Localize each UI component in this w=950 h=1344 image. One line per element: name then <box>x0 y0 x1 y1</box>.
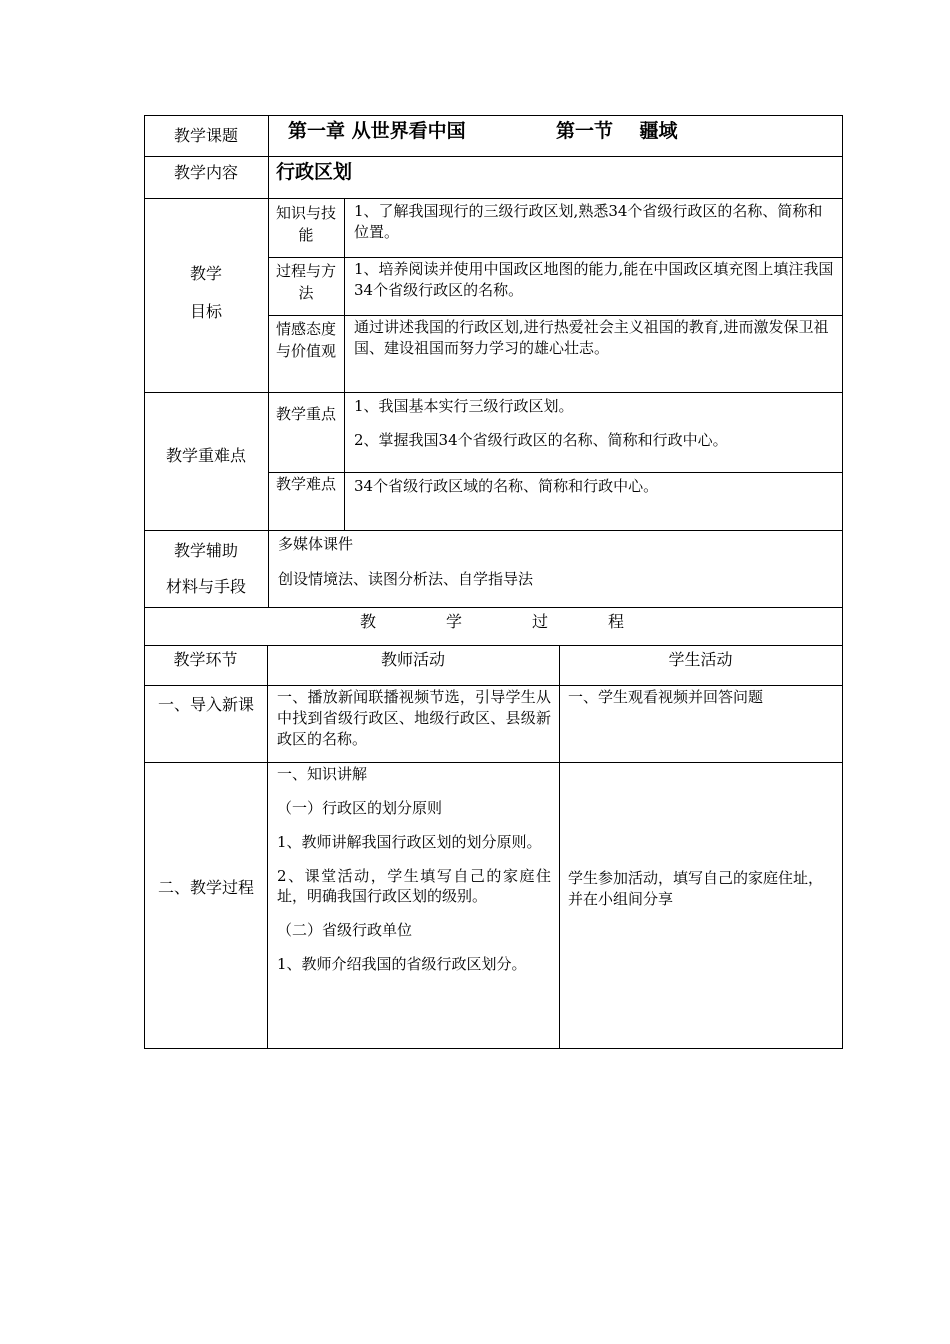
table-border-right <box>842 115 843 1049</box>
teacher-activity-item: （一）行政区的划分原则 <box>277 799 443 817</box>
objective-category: 过程与方法 <box>276 262 337 302</box>
aids-content <box>278 533 818 605</box>
stage-cell: 二、教学过程 <box>157 878 254 897</box>
difficulty-text: 34个省级行政区域的名称、简称和行政中心。 <box>354 477 659 495</box>
process-title-char: 过 <box>532 612 549 631</box>
aids-line: 创设情境法、读图分析法、自学指导法 <box>278 570 534 588</box>
student-activity: 一、学生观看视频并回答问题 <box>568 688 764 706</box>
teacher-activity-item: 1、教师介绍我国的省级行政区划分。 <box>277 955 527 973</box>
aids-label-line1: 教学辅助 <box>173 541 238 560</box>
objectives-label-line2: 目标 <box>189 302 222 321</box>
process-title-char: 程 <box>608 612 625 631</box>
topic-section: 第一节 疆域 <box>556 120 678 142</box>
process-title <box>144 607 843 645</box>
row-divider <box>144 762 843 763</box>
teacher-activity: 一、播放新闻联播视频节选，引导学生从中找到省级行政区、地级行政区、县级新政区的名称。 <box>277 688 551 748</box>
col-divider <box>559 645 560 1048</box>
teacher-activity-item: 一、知识讲解 <box>277 765 368 783</box>
col-header-student: 学生活动 <box>668 650 733 669</box>
aids-label <box>144 530 268 607</box>
row-divider <box>268 472 843 473</box>
difficulty-label: 教学难点 <box>276 475 337 493</box>
table-border-bottom <box>144 1048 843 1049</box>
content-label: 教学内容 <box>173 163 238 182</box>
focus-label: 教学重点 <box>276 405 337 423</box>
col-divider <box>268 115 269 607</box>
col-header-teacher: 教师活动 <box>380 650 445 669</box>
teacher-activity-list <box>277 764 551 1044</box>
process-title-char: 学 <box>446 612 463 631</box>
row-divider <box>268 315 843 316</box>
teacher-activity-item: （二）省级行政单位 <box>277 921 413 939</box>
key-points-label: 教学重难点 <box>165 446 246 465</box>
aids-label-line2: 材料与手段 <box>165 577 246 596</box>
row-divider <box>144 685 843 686</box>
focus-list <box>354 395 836 471</box>
objective-text: 1、了解我国现行的三级行政区划,熟悉34个省级行政区的名称、简称和位置。 <box>354 202 823 241</box>
row-divider <box>144 198 843 199</box>
process-title-char: 教 <box>360 612 377 631</box>
col-divider <box>267 645 268 1048</box>
topic-label: 教学课题 <box>173 126 238 145</box>
row-divider <box>268 257 843 258</box>
focus-item: 2、掌握我国34个省级行政区的名称、简称和行政中心。 <box>354 431 728 449</box>
objectives-label <box>144 255 268 335</box>
stage-cell: 一、导入新课 <box>157 695 254 714</box>
objective-category: 知识与技能 <box>276 204 337 244</box>
student-activity: 学生参加活动，填写自己的家庭住址，并在小组间分享 <box>568 869 824 908</box>
col-divider <box>344 198 345 530</box>
col-header-stage: 教学环节 <box>173 650 238 669</box>
objectives-label-line1: 教学 <box>189 264 222 283</box>
objective-text: 通过讲述我国的行政区划,进行热爱社会主义祖国的教育,进而激发保卫祖国、建设祖国而努力学习的雄心壮志。 <box>354 318 829 357</box>
objective-text: 1、培养阅读并使用中国政区地图的能力,能在中国政区填充图上填注我国34个省级行政区的名称。 <box>354 260 834 299</box>
topic-chapter: 第一章 从世界看中国 <box>288 120 466 142</box>
objective-category: 情感态度与价值观 <box>276 320 337 360</box>
teacher-activity-item: 1、教师讲解我国行政区划的划分原则。 <box>277 833 542 851</box>
teacher-activity-item: 2、课堂活动，学生填写自己的家庭住址，明确我国行政区划的级别。 <box>277 867 551 905</box>
aids-line: 多媒体课件 <box>278 535 354 553</box>
content-value: 行政区划 <box>276 161 353 183</box>
focus-item: 1、我国基本实行三级行政区划。 <box>354 397 574 415</box>
